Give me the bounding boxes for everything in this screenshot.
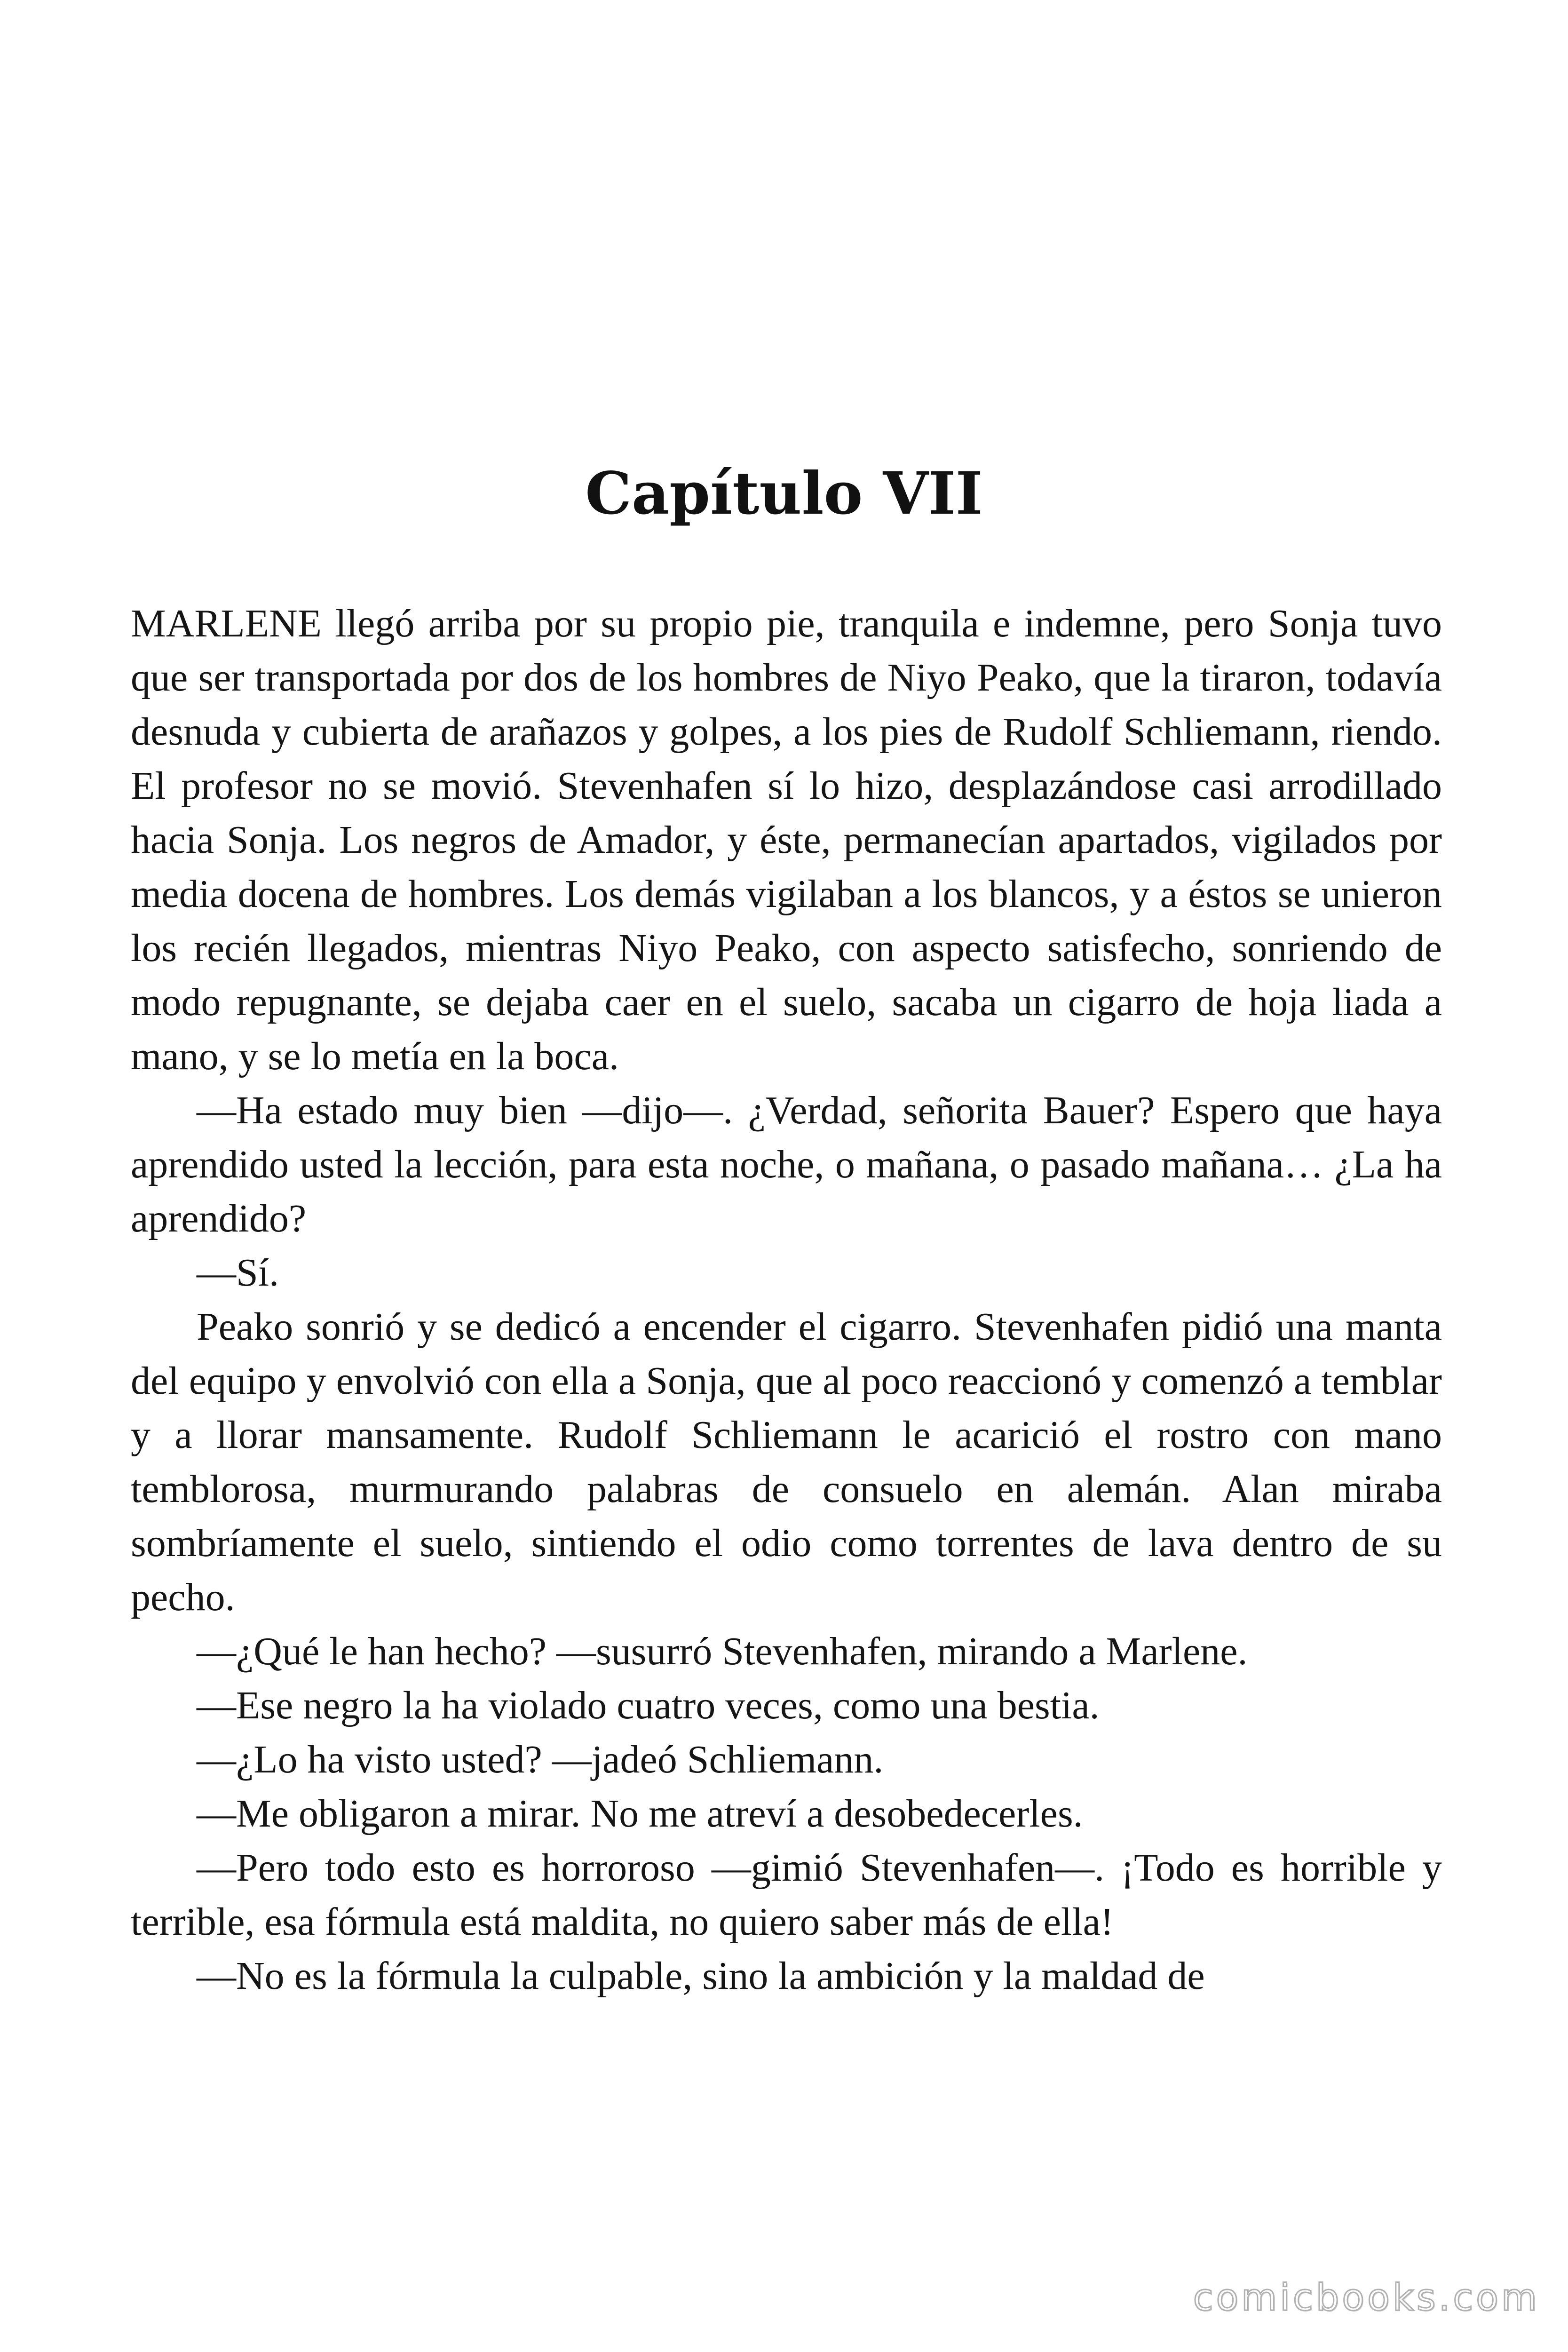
chapter-title: Capítulo VII xyxy=(585,460,983,528)
paragraph-7: —¿Lo ha visto usted? —jadeó Schliemann. xyxy=(197,1738,884,1781)
chapter-body xyxy=(131,596,1442,2003)
paragraph-9: —Pero todo esto es horroroso —gimió Stevenhafen—. ¡Todo es horrible y terrible, esa fórmula está maldita, no quiero saber más de ella! xyxy=(131,1846,1442,1944)
paragraph-3: —Sí. xyxy=(197,1251,279,1295)
paragraph-4: Peako sonrió y se dedicó a encender el cigarro. Stevenhafen pidió una manta del equipo y envolvió con ella a Sonja, que al poco reaccionó y comenzó a temblar y a llorar mansamente. Rudolf Schliemann le acarició el rostro con mano temblorosa, murmurando palabras de consuelo en alemán. Alan miraba sombríamente el suelo, sintiendo el odio como torrentes de lava dentro de su pecho. xyxy=(131,1305,1442,1619)
paragraph-8: —Me obligaron a mirar. No me atreví a desobedecerles. xyxy=(197,1792,1083,1836)
paragraph-6: —Ese negro la ha violado cuatro veces, como una bestia. xyxy=(197,1684,1100,1727)
paragraph-10: —No es la fórmula la culpable, sino la ambición y la maldad de xyxy=(197,1954,1205,1998)
paragraph-2: —Ha estado muy bien —dijo—. ¿Verdad, señorita Bauer? Espero que haya aprendido usted la lección, para esta noche, o mañana, o pasado mañana… ¿La ha aprendido? xyxy=(131,1089,1442,1240)
paragraph-5: —¿Qué le han hecho? —susurró Stevenhafen, mirando a Marlene. xyxy=(197,1629,1248,1673)
paragraph-1: MARLENE llegó arriba por su propio pie, tranquila e indemne, pero Sonja tuvo que ser transportada por dos de los hombres de Niyo Peako, que la tiraron, todavía desnuda y cubierta de arañazos y golpes, a los pies de Rudolf Schliemann, riendo. El profesor no se movió. Stevenhafen sí lo hizo, desplazándose casi arrodillado hacia Sonja. Los negros de Amador, y éste, permanecían apartados, vigilados por media docena de hombres. Los demás vigilaban a los blancos, y a éstos se unieron los recién llegados, mientras Niyo Peako, con aspecto satisfecho, sonriendo de modo repugnante, se dejaba caer en el suelo, sacaba un cigarro de hoja liada a mano, y se lo metía en la boca. xyxy=(131,602,1442,1078)
watermark: comicbooks.com xyxy=(1193,2277,1540,2319)
